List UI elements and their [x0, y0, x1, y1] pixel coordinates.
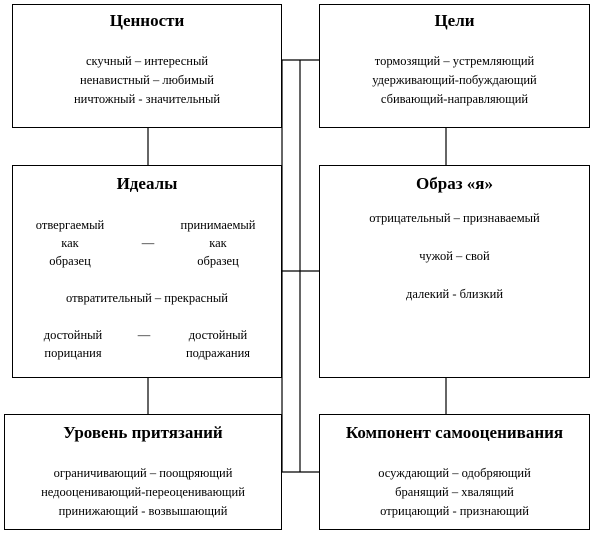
self-image-line-2: чужой – свой — [419, 249, 490, 263]
aspiration-line-3: принижающий - возвышающий — [58, 504, 228, 518]
ideals-pair2-left — [33, 326, 113, 362]
ideals-pair1-left — [27, 216, 113, 270]
goals-line-3: сбивающий-направляющий — [380, 92, 529, 106]
self-image-title: Образ «я» — [416, 174, 493, 193]
ideals-title: Идеалы — [116, 174, 178, 193]
self-esteem-line-1: осуждающий – одобряющий — [378, 466, 531, 480]
goals-title: Цели — [434, 11, 475, 30]
ideals-pair1-left-1: отвергаемый — [35, 218, 105, 232]
ideals-pair2-dash: — — [137, 328, 151, 342]
goals-line-2: удерживающий-побуждающий — [372, 73, 537, 87]
self-esteem-title: Компонент самооценивания — [345, 423, 564, 442]
ideals-pair1-dash: — — [141, 236, 155, 250]
ideals-pair1-right-1: принимаемый — [180, 218, 256, 232]
ideals-pair1-right — [173, 216, 263, 270]
aspiration-line-1: ограничивающий – поощряющий — [53, 466, 233, 480]
self-esteem-line-3: отрицающий - признающий — [380, 504, 529, 518]
ideals-middle-line: отвратительный – прекрасный — [66, 291, 228, 305]
self-image-line-1: отрицательный – признаваемый — [369, 211, 540, 225]
values-line-1: скучный – интересный — [85, 54, 209, 68]
ideals-pair1-left-2: как — [61, 236, 79, 250]
self-image-box — [319, 165, 590, 378]
values-line-3: ничтожный - значительный — [73, 92, 221, 106]
goals-line-1: тормозящий – устремляющий — [374, 54, 535, 68]
values-line-2: ненавистный – любимый — [80, 73, 214, 87]
self-esteem-line-2: бранящий – хвалящий — [395, 485, 514, 499]
values-title: Ценности — [109, 11, 185, 30]
aspiration-box — [4, 414, 282, 530]
ideals-pair1-right-2: как — [209, 236, 227, 250]
ideals-box — [12, 165, 282, 378]
ideals-pair2-right-2: подражания — [185, 346, 251, 360]
ideals-pair2-left-2: порицания — [44, 346, 102, 360]
ideals-pair2-right-1: достойный — [188, 328, 248, 342]
aspiration-line-2: недооценивающий-переоценивающий — [41, 485, 245, 499]
ideals-pair2-right — [173, 326, 263, 362]
ideals-pair1-right-3: образец — [197, 254, 239, 268]
self-esteem-box — [319, 414, 590, 530]
values-box — [12, 4, 282, 128]
ideals-pair2-left-1: достойный — [43, 328, 103, 342]
goals-box — [319, 4, 590, 128]
ideals-pair1-left-3: образец — [49, 254, 91, 268]
self-image-line-3: далекий - близкий — [405, 287, 504, 301]
aspiration-title: Уровень притязаний — [63, 423, 223, 442]
